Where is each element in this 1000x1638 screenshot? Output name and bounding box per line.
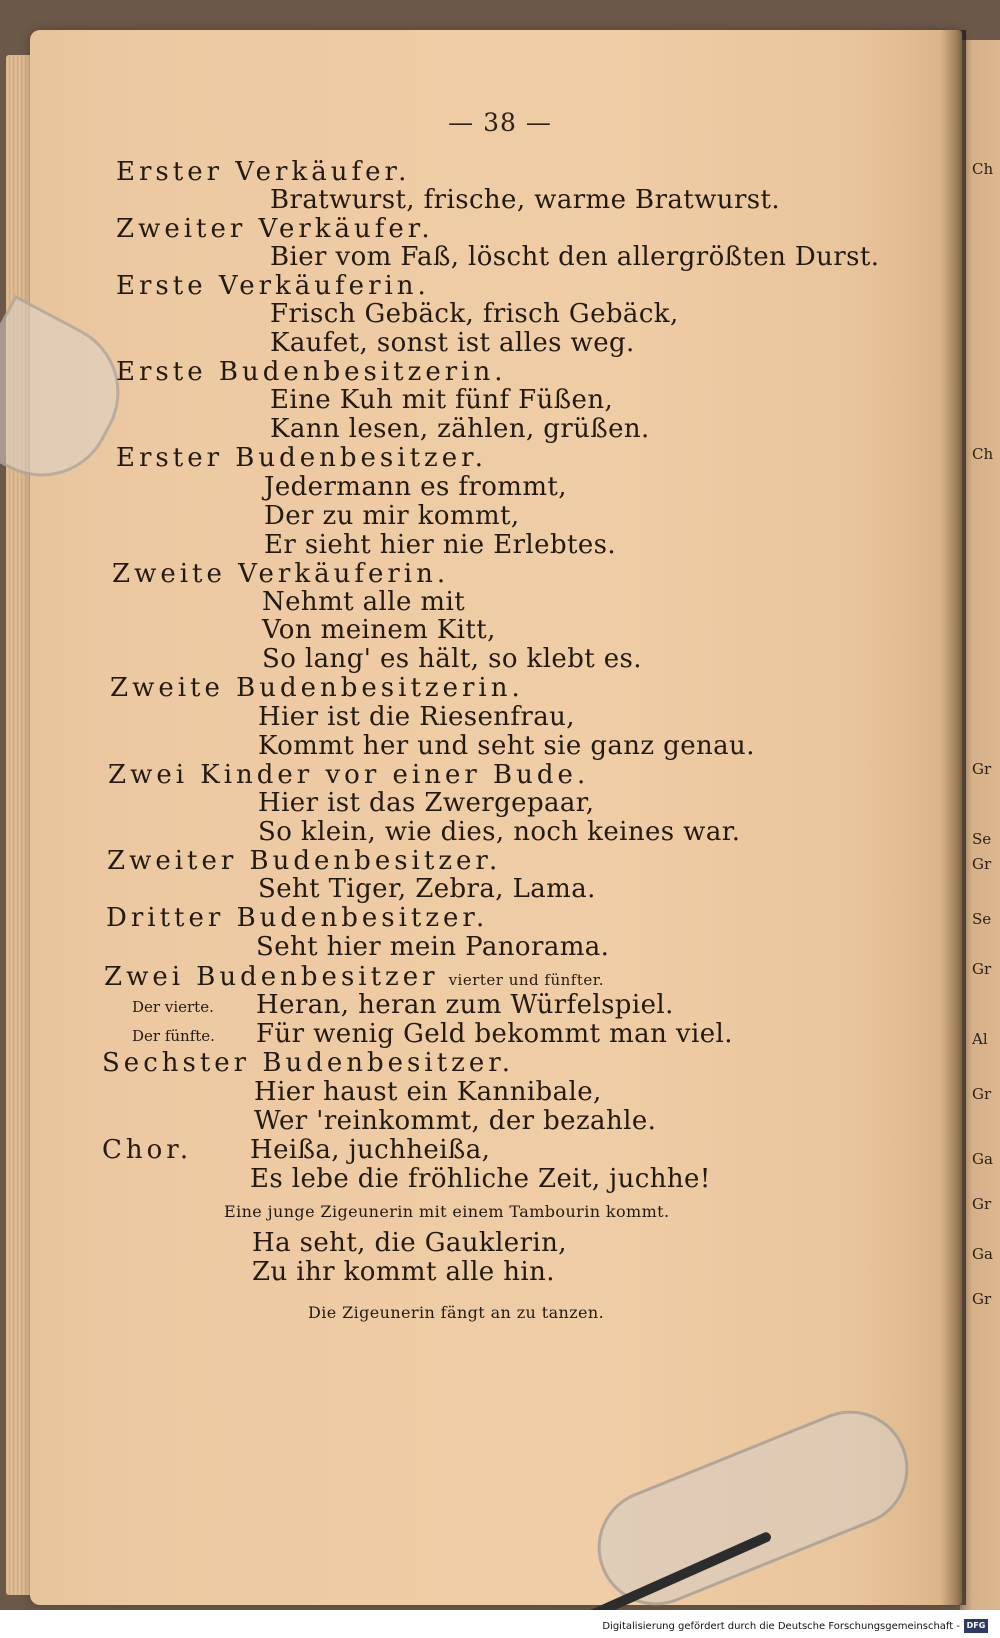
speaker-heading: Zwei Kinder vor einer Bude.: [108, 760, 590, 790]
verse-line: Er sieht hier nie Erlebtes.: [264, 530, 617, 560]
speaker-heading: Zweite Budenbesitzerin.: [110, 673, 524, 703]
verse-line: Seht Tiger, Zebra, Lama.: [258, 874, 596, 904]
verse-line: So lang' es hält, so klebt es.: [262, 644, 642, 674]
verse-line: Nehmt alle mit: [262, 587, 466, 617]
speaker-heading: Zweite Verkäuferin.: [112, 559, 450, 589]
speaker-prefix: Der vierte.: [132, 998, 214, 1016]
verse-line: Es lebe die fröhliche Zeit, juchhe!: [250, 1164, 711, 1194]
speaker-heading: Chor.: [102, 1135, 193, 1165]
verse-line: Der zu mir kommt,: [264, 501, 520, 531]
margin-fragment: Ch: [972, 445, 994, 463]
margin-fragment: Gr: [972, 760, 992, 778]
verse-line: Hier ist die Riesenfrau,: [258, 702, 575, 732]
margin-fragment: Se: [972, 830, 992, 848]
verse-line: Bier vom Faß, löscht den allergrößten Durst.: [270, 242, 880, 272]
verse-line: Wer 'reinkommt, der bezahle.: [254, 1106, 657, 1136]
verse-line: Von meinem Kitt,: [262, 615, 496, 645]
page-number: — 38 —: [448, 108, 552, 137]
verse-line: Hier ist das Zwergepaar,: [258, 788, 595, 818]
verse-line: Hier haust ein Kannibale,: [254, 1077, 602, 1107]
verse-line: Für wenig Geld bekommt man viel.: [256, 1019, 733, 1049]
margin-fragment: Gr: [972, 1290, 992, 1308]
verse-line: Kommt her und seht sie ganz genau.: [258, 731, 755, 761]
margin-fragment: Al: [972, 1030, 988, 1048]
verse-line: Eine Kuh mit fünf Füßen,: [270, 385, 614, 415]
margin-fragment: Gr: [972, 1085, 992, 1103]
verse-line: Heißa, juchheißa,: [250, 1135, 491, 1165]
speaker-heading: Sechster Budenbesitzer.: [102, 1048, 515, 1078]
verse-line: So klein, wie dies, noch keines war.: [258, 817, 741, 847]
facing-page-margin-fragments: [972, 0, 1000, 1600]
speaker-note: vierter und fünfter.: [448, 971, 605, 989]
dfg-logo: DFG: [964, 1619, 988, 1633]
speaker-heading: Dritter Budenbesitzer.: [106, 903, 489, 933]
speaker-heading: Erster Verkäufer.: [116, 157, 411, 187]
speaker-prefix: Der fünfte.: [132, 1027, 215, 1045]
margin-fragment: Ch: [972, 160, 994, 178]
margin-fragment: Gr: [972, 1195, 992, 1213]
verse-line: Bratwurst, frische, warme Bratwurst.: [270, 185, 781, 215]
margin-fragment: Gr: [972, 855, 992, 873]
verse-line: Jedermann es frommt,: [264, 472, 567, 502]
margin-fragment: Ga: [972, 1150, 993, 1168]
speaker-heading: Erste Verkäuferin.: [116, 271, 430, 301]
speaker-heading: Zweiter Budenbesitzer.: [107, 846, 502, 876]
verse-line: Heran, heran zum Würfelspiel.: [256, 990, 674, 1020]
margin-fragment: Gr: [972, 960, 992, 978]
verse-line: Kaufet, sonst ist alles weg.: [270, 328, 635, 358]
verse-line: Ha seht, die Gauklerin,: [252, 1228, 567, 1258]
speaker-heading: Zwei Budenbesitzer vierter und fünfter.: [104, 962, 605, 992]
stage-direction: Die Zigeunerin fängt an zu tanzen.: [308, 1303, 605, 1322]
margin-fragment: Ga: [972, 1245, 993, 1263]
footer-credit: Digitalisierung gefördert durch die Deutsche Forschungsgemeinschaft -: [602, 1621, 960, 1632]
verse-line: Zu ihr kommt alle hin.: [252, 1257, 555, 1287]
verse-line: Seht hier mein Panorama.: [256, 932, 610, 962]
speaker-heading: Zweiter Verkäufer.: [116, 214, 434, 244]
verse-line: Kann lesen, zählen, grüßen.: [270, 414, 650, 444]
speaker-heading: Erste Budenbesitzerin.: [116, 357, 507, 387]
stage-direction: Eine junge Zigeunerin mit einem Tambourin kommt.: [224, 1202, 670, 1221]
verse-line: Frisch Gebäck, frisch Gebäck,: [270, 299, 679, 329]
margin-fragment: Se: [972, 910, 992, 928]
speaker-heading: Erster Budenbesitzer.: [116, 443, 487, 473]
